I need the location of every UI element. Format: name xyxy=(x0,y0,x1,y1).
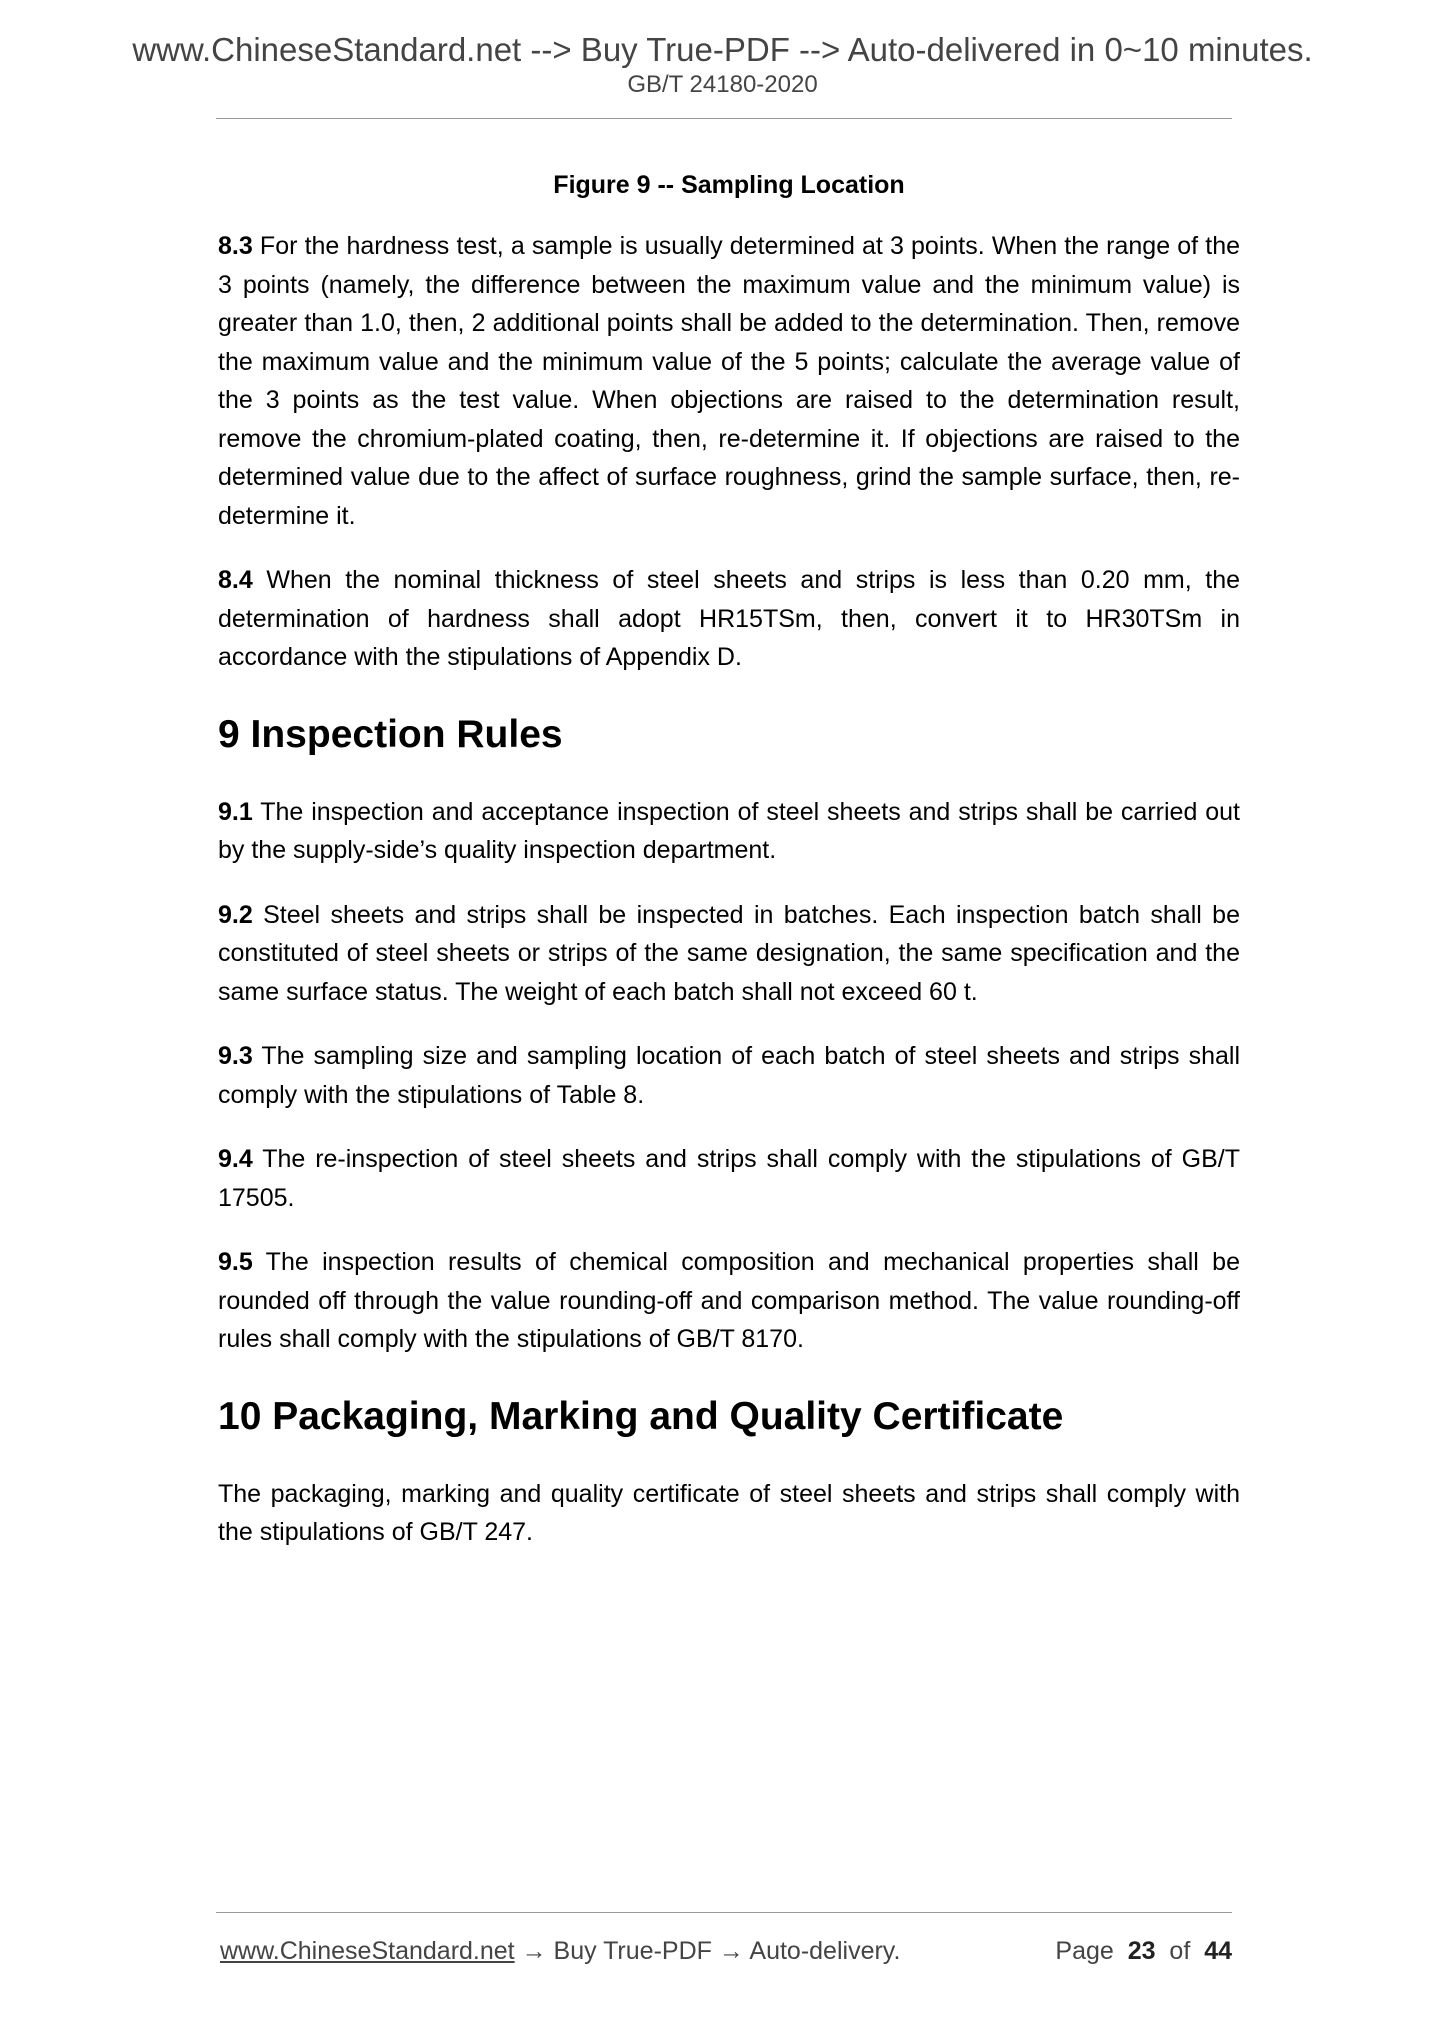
clause-9-5 xyxy=(218,1243,1240,1359)
page-label: Page xyxy=(1055,1937,1114,1965)
clause-number: 9.3 xyxy=(218,1042,253,1070)
standard-id: GB/T 24180-2020 xyxy=(627,71,818,98)
page-number: 23 xyxy=(1127,1937,1156,1965)
clause-text: The re-inspection of steel sheets and strips shall comply with the stipulations of GB/T 17505. xyxy=(218,1145,1240,1212)
page-indicator xyxy=(1055,1934,1232,1968)
footer xyxy=(220,1934,1232,1968)
clause-8-4 xyxy=(218,561,1240,677)
clause-number: 8.3 xyxy=(218,232,253,260)
figure-caption: Figure 9 -- Sampling Location xyxy=(553,171,905,199)
clause-number: 8.4 xyxy=(218,566,253,594)
clause-number: 9.1 xyxy=(218,797,253,826)
clause-8-3 xyxy=(218,227,1240,535)
clause-text: When the nominal thickness of steel sheets and strips is less than 0.20 mm, the determination of hardness shall adopt HR15TSm, then, convert it to HR30TSm in accordance with the stipulations of Appendix D. xyxy=(218,566,1240,671)
clause-text: The inspection results of chemical composition and mechanical properties shall be rounded off through the value rounding-off and comparison method. The value rounding-off rules shall comply with the stipulations of GB/T 8170. xyxy=(218,1248,1240,1353)
header-banner[interactable]: www.ChineseStandard.net --> Buy True-PDF --> Auto-delivered in 0~10 minutes. xyxy=(132,31,1313,68)
clause-text: Steel sheets and strips shall be inspected in batches. Each inspection batch shall be constituted of steel sheets or strips of the same designation, the same specification and the same surface status. The weight of each batch shall not exceed 60 t. xyxy=(218,900,1240,1006)
footer-text: → Buy True-PDF → Auto-delivery. xyxy=(514,1937,901,1965)
clause-number: 9.5 xyxy=(218,1248,253,1276)
clause-9-1 xyxy=(218,793,1240,870)
clause-number: 9.4 xyxy=(218,1145,253,1173)
footer-divider xyxy=(216,1912,1232,1913)
header-divider xyxy=(216,118,1232,119)
of-label: of xyxy=(1169,1937,1191,1965)
clause-9-2 xyxy=(218,896,1240,1012)
clause-10: The packaging, marking and quality certificate of steel sheets and strips shall comply with the stipulations of GB/T 247. xyxy=(218,1479,1240,1546)
clause-text: The inspection and acceptance inspection of steel sheets and strips shall be carried out by the supply-side’s quality inspection department. xyxy=(218,797,1241,864)
clause-9-3 xyxy=(218,1037,1240,1114)
page-content xyxy=(218,165,1240,1578)
section-heading-9: 9 Inspection Rules xyxy=(218,712,563,756)
clause-text: For the hardness test, a sample is usually determined at 3 points. When the range of the 3 points (namely, the difference between the maximum value and the minimum value) is greater than 1.0, then, 2 additional points shall be added to the determination. Then, remove the maximum value and the minimum value of the 5 points; calculate the average value of the 3 points as the test value. When objections are raised to the determination result, remove the chromium-plated coating, then, re-determine it. If objections are raised to the determined value due to the affect of surface roughness, grind the sample surface, then, re-determine it. xyxy=(218,232,1240,530)
clause-text: The sampling size and sampling location of each batch of steel sheets and strips shall comply with the stipulations of Table 8. xyxy=(218,1042,1240,1109)
footer-link[interactable]: www.ChineseStandard.net xyxy=(220,1937,515,1965)
clause-number: 9.2 xyxy=(218,900,253,929)
section-heading-10: 10 Packaging, Marking and Quality Certificate xyxy=(218,1394,1064,1438)
clause-9-4 xyxy=(218,1140,1240,1217)
page-total: 44 xyxy=(1204,1937,1232,1965)
